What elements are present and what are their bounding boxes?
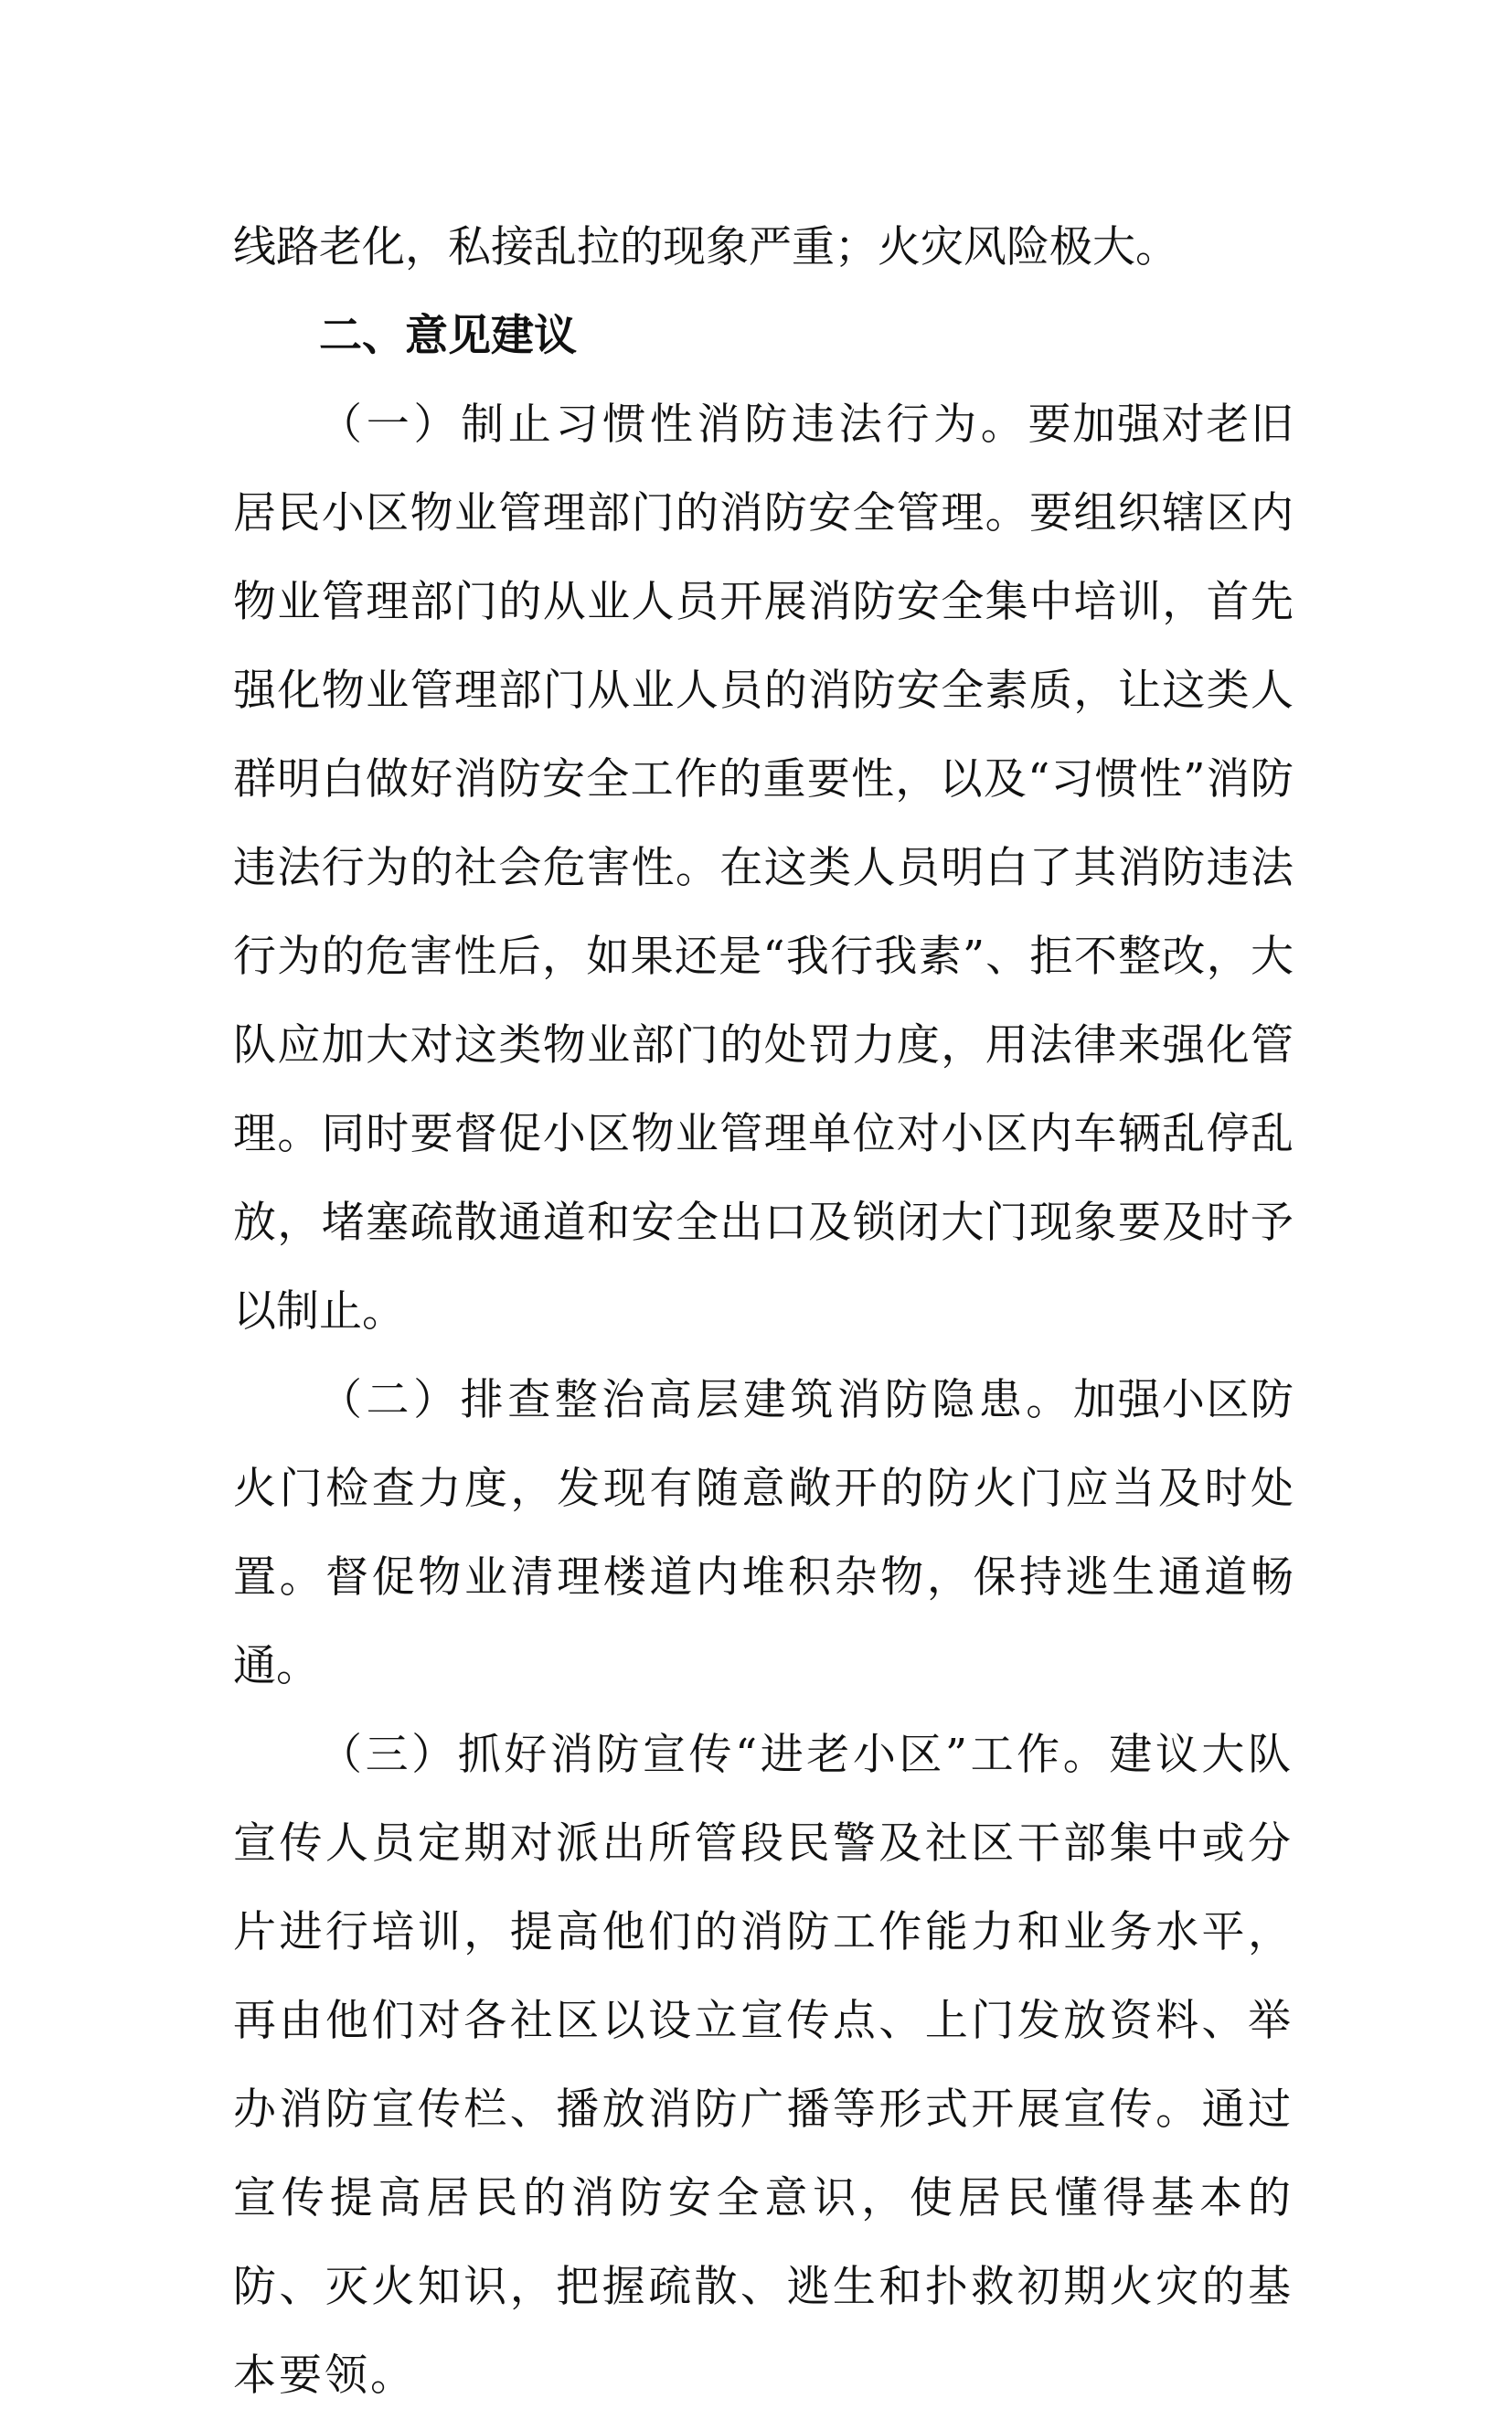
continuation-paragraph [233,203,1294,292]
suggestion-item-3 [233,1711,1294,2420]
suggestion-item-1-body: 要加强对老旧居民小区物业管理部门的消防安全管理。要组织辖区内物业管理部门的从业人员开展消防安全集中培训，首先强化物业管理部门从业人员的消防安全素质，让这类人群明白做好消防安全工作的重要性，以及“习惯性”消防违法行为的社会危害性。在这类人员明白了其消防违法行为的危害性后，如果还是“我行我素”、拒不整改，大队应加大对这类物业部门的处罚力度，用法律来强化管理。同时要督促小区物业管理单位对小区内车辆乱停乱放，堵塞疏散通道和安全出口及锁闭大门现象要及时予以制止。 [233,400,1294,1337]
suggestion-item-2-title: （二）排查整治高层建筑消防隐患。 [319,1375,1073,1425]
suggestion-item-2-body: 加强小区防火门检查力度，发现有随意敞开的防火门应当及时处置。督促物业清理楼道内堆积杂物，保持逃生通道畅通。 [233,1375,1294,1691]
suggestion-item-2 [233,1356,1294,1711]
document-body [233,203,1294,2420]
section-heading: 二、意见建议 [319,311,577,361]
suggestion-item-3-body: 建议大队宣传人员定期对派出所管段民警及社区干部集中或分片进行培训，提高他们的消防工作能力和业务水平，再由他们对各社区以设立宣传点、上门发放资料、举办消防宣传栏、播放消防广播等形式开展宣传。通过宣传提高居民的消防安全意识，使居民懂得基本的防、灭火知识，把握疏散、逃生和扑救初期火灾的基本要领。 [233,1730,1294,2401]
suggestion-item-1-title: （一）制止习惯性消防违法行为。 [319,400,1028,450]
continuation-text: 线路老化，私接乱拉的现象严重；火灾风险极大。 [233,222,1178,272]
suggestion-item-1 [233,380,1294,1356]
suggestion-item-3-title: （三）抓好消防宣传“进老小区”工作。 [319,1730,1110,1780]
